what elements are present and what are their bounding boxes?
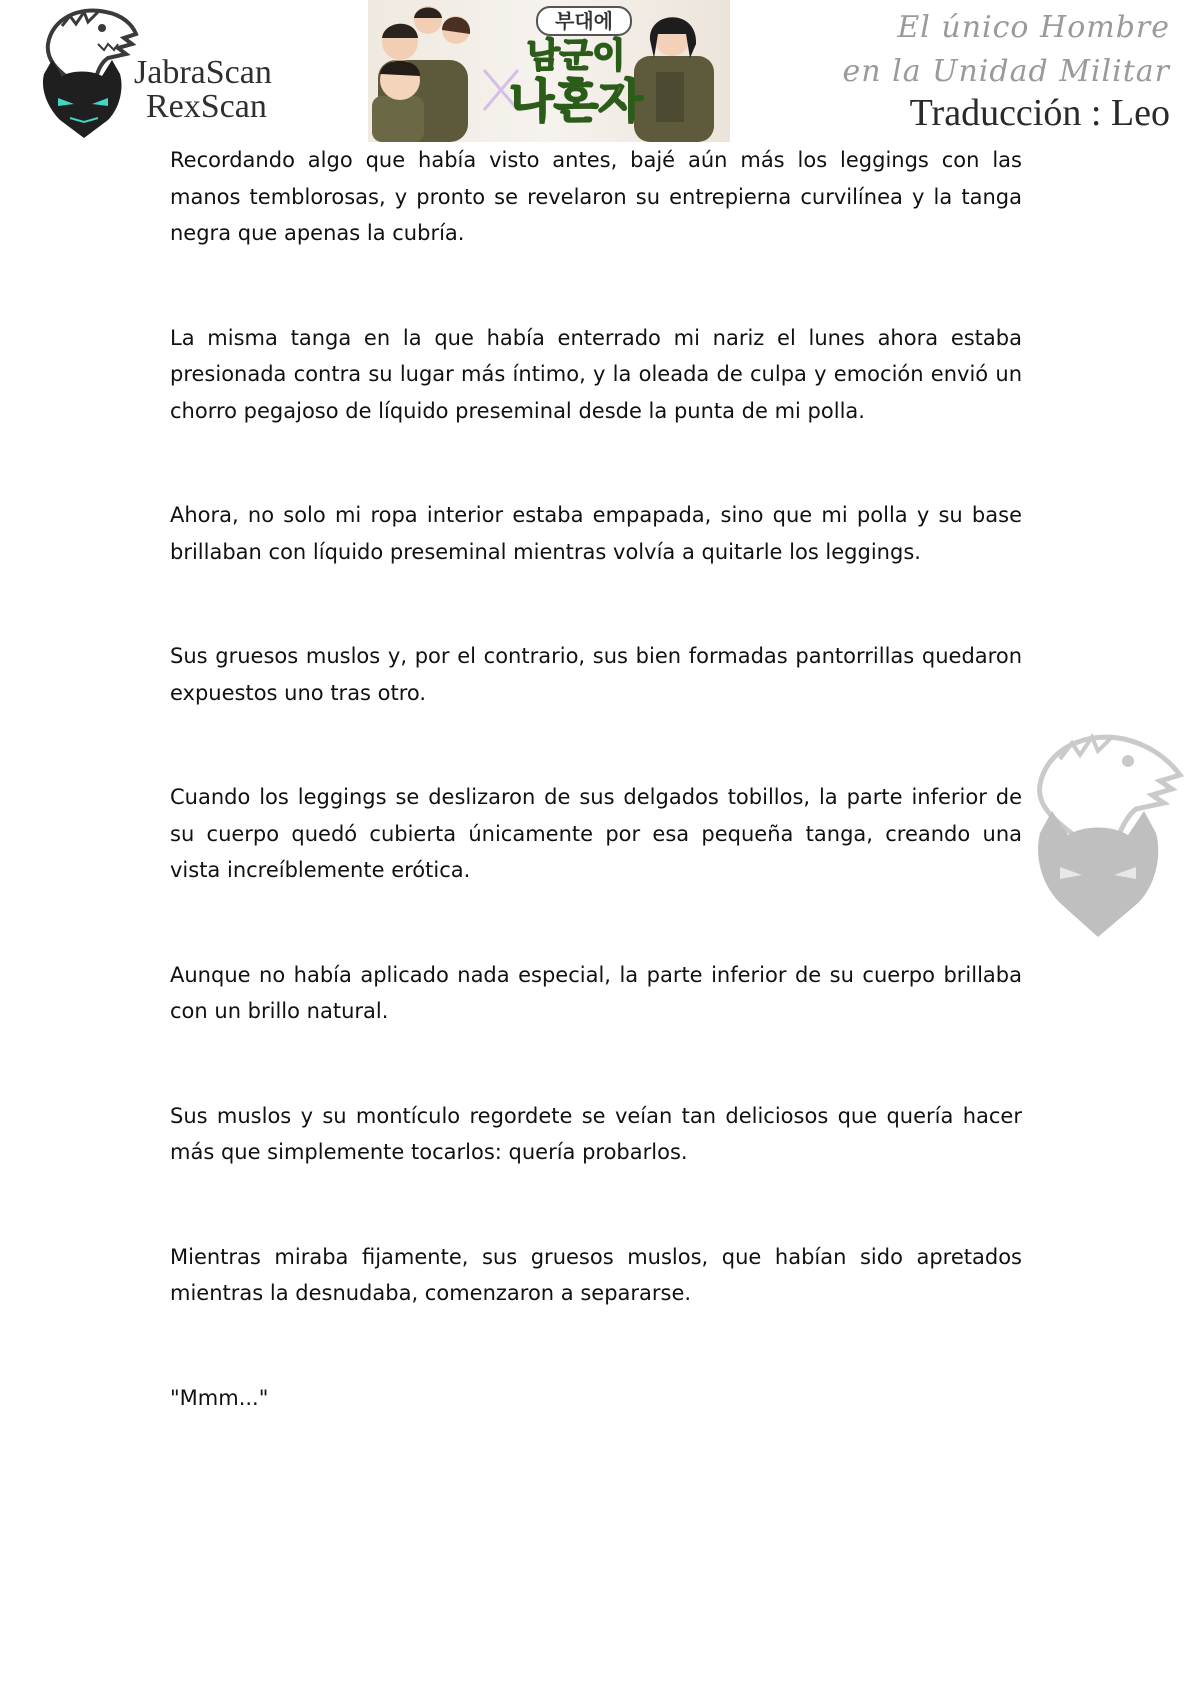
korean-title-bottom: 나혼자: [509, 74, 643, 128]
paragraph: Sus gruesos muslos y, por el contrario, sus bien formadas pantorrillas quedaron expuestos uno tras otro.: [170, 644, 1022, 705]
series-title-line2: en la Unidad Militar: [842, 54, 1170, 89]
korean-title-middle: 남군이: [526, 36, 626, 76]
translator-credit: Traducción : Leo: [909, 92, 1170, 134]
paragraph: Aunque no había aplicado nada especial, la parte inferior de su cuerpo brillaba con un brillo natural.: [170, 962, 1022, 1023]
paragraph: Mientras miraba fijamente, sus gruesos muslos, que habían sido apretados mientras la desnudaba, comenzaron a separarse.: [170, 1244, 1022, 1305]
logo-line-jabrascan: JabraScan: [134, 54, 272, 91]
spanish-series-title: [843, 6, 1170, 94]
paragraph: Recordando algo que había visto antes, bajé aún más los leggings con las manos temblorosas, y pronto se revelaron su entrepierna curvilínea y la tanga negra que apenas la cubría.: [170, 148, 1022, 245]
korean-title-top: 부대에: [536, 6, 632, 36]
paragraph: Cuando los leggings se deslizaron de sus delgados tobillos, la parte inferior de su cuerpo quedó cubierta únicamente por esa pequeña tanga, creando una vista increíblemente erótica.: [170, 785, 1022, 882]
page-header: [0, 0, 1190, 145]
series-title-line1: El único Hombre: [897, 10, 1170, 45]
paragraph: La misma tanga en la que había enterrado mi nariz el lunes ahora estaba presionada contra su lugar más íntimo, y la oleada de culpa y emoción envió un chorro pegajoso de líquido preseminal desde la punta de mi polla.: [170, 325, 1022, 423]
logo-line-rexscan: RexScan: [146, 88, 267, 125]
paragraph: Sus muslos y su montículo regordete se veían tan deliciosos que quería hacer más que simplemente tocarlos: quería probarlos.: [170, 1103, 1022, 1164]
dinosaur-devil-mascot-icon: [28, 4, 140, 140]
chapter-text: [170, 142, 1022, 1484]
paragraph: "Mmm...": [170, 1385, 269, 1410]
dinosaur-devil-watermark-icon: [1020, 725, 1190, 945]
paragraph: Ahora, no solo mi ropa interior estaba empapada, sino que mi polla y su base brillaban con líquido preseminal mientras volvía a quitarle los leggings.: [170, 503, 1022, 564]
scan-group-logo-text: [134, 56, 272, 124]
korean-series-title: [478, 6, 674, 126]
